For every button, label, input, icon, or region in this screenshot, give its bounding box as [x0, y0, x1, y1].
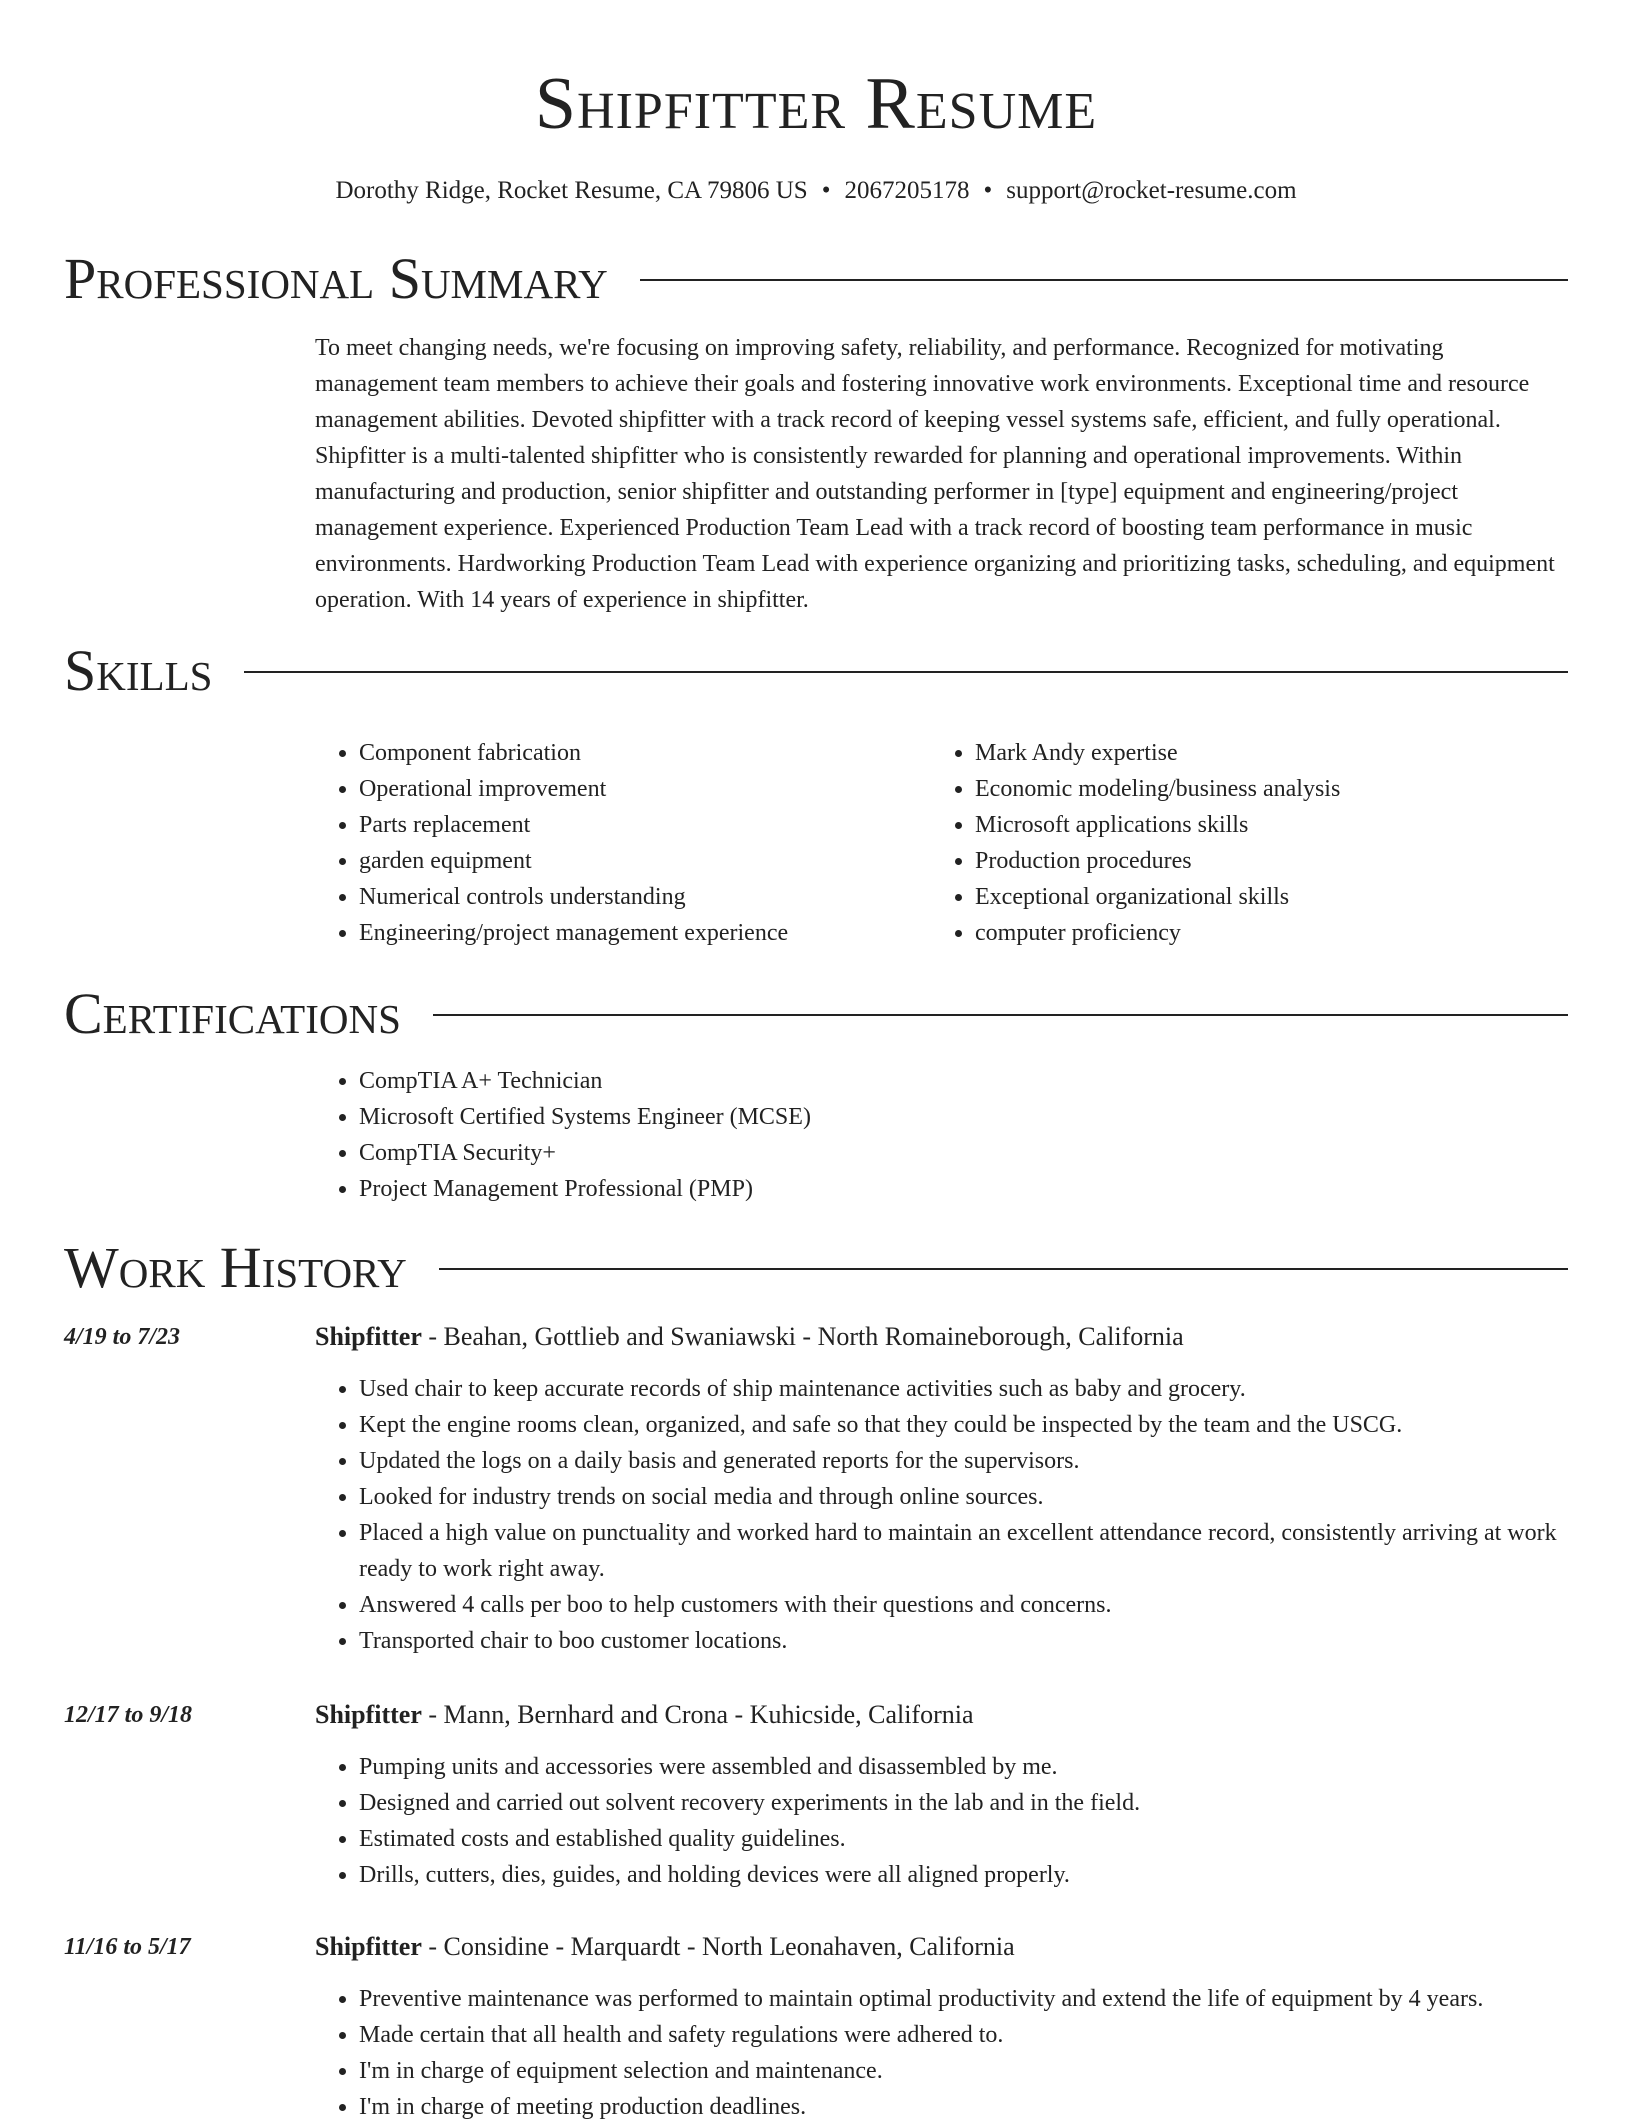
- summary-content: [315, 330, 1568, 618]
- job-bullet: • Estimated costs and established quality guidelines.: [359, 1821, 1568, 1857]
- section-divider: [244, 671, 1568, 673]
- job-bullet: • Designed and carried out solvent recovery experiments in the lab and in the field.: [359, 1785, 1568, 1821]
- skill-item: • Parts replacement: [359, 807, 931, 843]
- job-bullets: [315, 1749, 1568, 1893]
- work-history-heading: Work History: [64, 1235, 407, 1300]
- job-bullets: [315, 1371, 1568, 1659]
- skill-item: • Numerical controls understanding: [359, 879, 931, 915]
- skill-item: • Microsoft applications skills: [975, 807, 1547, 843]
- job-body: [315, 1929, 1568, 2125]
- summary-section-header: [64, 244, 1568, 314]
- skill-item: • Operational improvement: [359, 771, 931, 807]
- summary-text: To meet changing needs, we're focusing on improving safety, reliability, and performance. Recognized for motivating management team members to achieve their goals and fostering innovative work environments. Exceptional time and resource management abilities. Devoted shipfitter with a track record of keeping vessel systems safe, efficient, and fully operational. Shipfitter is a multi-talented shipfitter who is consistently rewarded for planning and operational improvements. Within manufacturing and production, senior shipfitter and outstanding performer in [type] equipment and engineering/project management experience. Experienced Production Team Lead with a track record of boosting team performance in music environments. Hardworking Production Team Lead with experience organizing and prioritizing tasks, scheduling, and equipment operation. With 14 years of experience in shipfitter.: [315, 335, 1555, 613]
- contact-line: [0, 174, 1632, 208]
- job-bullet: • I'm in charge of equipment selection and maintenance.: [359, 2053, 1568, 2089]
- job-dates: 11/16 to 5/17: [64, 1934, 191, 1960]
- skills-column-left: [315, 735, 931, 951]
- certification-item: • CompTIA Security+: [359, 1135, 1568, 1171]
- contact-phone: 2067205178: [844, 177, 970, 204]
- section-divider: [640, 279, 1568, 281]
- certification-item: • Project Management Professional (PMP): [359, 1171, 1568, 1207]
- certification-item: • CompTIA A+ Technician: [359, 1063, 1568, 1099]
- skill-item: • Engineering/project management experience: [359, 915, 931, 951]
- job-title-line: [315, 1319, 1568, 1355]
- skill-item: • Production procedures: [975, 843, 1547, 879]
- job-bullet: • I'm in charge of meeting production deadlines.: [359, 2089, 1568, 2125]
- job-bullet: • Kept the engine rooms clean, organized, and safe so that they could be inspected by the team and the USCG.: [359, 1407, 1568, 1443]
- contact-separator: •: [983, 177, 993, 204]
- certifications-heading: Certifications: [64, 981, 401, 1046]
- certifications-section-header: [64, 979, 1568, 1049]
- certifications-content: [315, 1063, 1568, 1207]
- job-role: Shipfitter: [315, 1322, 422, 1351]
- skill-item: • Economic modeling/business analysis: [975, 771, 1547, 807]
- work-history-section-header: [64, 1233, 1568, 1303]
- skill-item: • Mark Andy expertise: [975, 735, 1547, 771]
- certification-item: • Microsoft Certified Systems Engineer (MCSE): [359, 1099, 1568, 1135]
- skill-item: • garden equipment: [359, 843, 931, 879]
- job-bullet: • Drills, cutters, dies, guides, and holding devices were all aligned properly.: [359, 1857, 1568, 1893]
- skills-section-header: [64, 636, 1568, 706]
- skills-list-right: [931, 735, 1547, 951]
- skills-list-left: [315, 735, 931, 951]
- contact-separator: •: [821, 177, 831, 204]
- job-bullet: • Preventive maintenance was performed to maintain optimal productivity and extend the life of equipment by 4 years.: [359, 1981, 1568, 2017]
- skill-item: • Component fabrication: [359, 735, 931, 771]
- job-bullet: • Placed a high value on punctuality and worked hard to maintain an excellent attendance record, consistently arriving at work ready to work right away.: [359, 1515, 1568, 1587]
- job-bullet: • Answered 4 calls per boo to help customers with their questions and concerns.: [359, 1587, 1568, 1623]
- skills-heading: Skills: [64, 638, 213, 703]
- job-details: - Beahan, Gottlieb and Swaniawski - North Romaineborough, California: [421, 1322, 1184, 1351]
- job-bullets: [315, 1981, 1568, 2125]
- resume-title: Shipfitter Resume: [534, 63, 1098, 145]
- section-divider: [433, 1014, 1568, 1016]
- job-body: [315, 1319, 1568, 1659]
- job-title-line: [315, 1697, 1568, 1733]
- job-title-line: [315, 1929, 1568, 1965]
- skills-column-right: [931, 735, 1547, 951]
- skill-item: • Exceptional organizational skills: [975, 879, 1547, 915]
- job-bullet: • Looked for industry trends on social media and through online sources.: [359, 1479, 1568, 1515]
- contact-email: support@rocket-resume.com: [1006, 177, 1297, 204]
- job-dates: 12/17 to 9/18: [64, 1702, 193, 1728]
- section-divider: [439, 1268, 1568, 1270]
- summary-heading: Professional Summary: [64, 246, 608, 311]
- job-bullet: • Updated the logs on a daily basis and generated reports for the supervisors.: [359, 1443, 1568, 1479]
- job-bullet: • Used chair to keep accurate records of ship maintenance activities such as baby and grocery.: [359, 1371, 1568, 1407]
- job-details: - Mann, Bernhard and Crona - Kuhicside, California: [421, 1700, 974, 1729]
- job-bullet: • Made certain that all health and safety regulations were adhered to.: [359, 2017, 1568, 2053]
- certifications-list: [315, 1063, 1568, 1207]
- skills-content: [315, 735, 1568, 951]
- skill-item: • computer proficiency: [975, 915, 1547, 951]
- job-role: Shipfitter: [315, 1932, 422, 1961]
- job-body: [315, 1697, 1568, 1893]
- job-role: Shipfitter: [315, 1700, 422, 1729]
- job-details: - Considine - Marquardt - North Leonahaven, California: [421, 1932, 1015, 1961]
- job-bullet: • Pumping units and accessories were assembled and disassembled by me.: [359, 1749, 1568, 1785]
- job-bullet: • Transported chair to boo customer locations.: [359, 1623, 1568, 1659]
- job-dates: 4/19 to 7/23: [64, 1324, 181, 1350]
- contact-address: Dorothy Ridge, Rocket Resume, CA 79806 US: [335, 177, 808, 204]
